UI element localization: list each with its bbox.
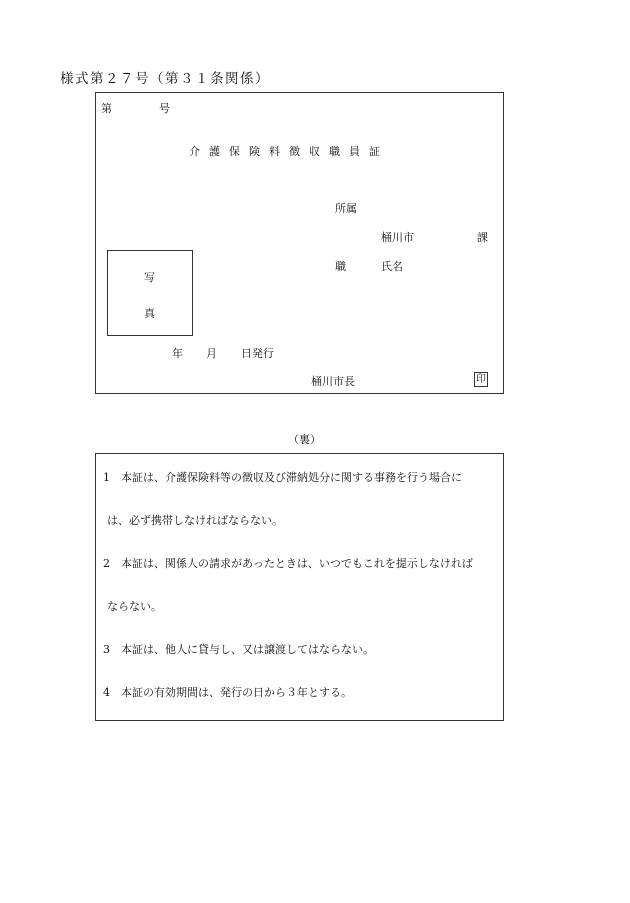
clause-2-line-2: ならない。 (107, 600, 162, 613)
card-number-prefix: 第 (101, 102, 112, 115)
issue-day: 日発行 (241, 347, 274, 360)
name-label: 氏名 (381, 260, 403, 273)
clause-3: 3 本証は、他人に貸与し、又は譲渡してはならない。 (103, 643, 374, 656)
photo-box (107, 250, 193, 336)
affiliation-label: 所属 (335, 202, 357, 215)
issue-year: 年 (172, 347, 183, 360)
photo-label-2: 真 (144, 307, 155, 320)
card-number-suffix: 号 (159, 102, 170, 115)
clause-1-line-2: は、必ず携帯しなければならない。 (107, 514, 283, 527)
card-title: 介護保険料徴収職員証 (189, 145, 389, 158)
clause-1-line-1: 1 本証は、介護保険料等の徴収及び滞納処分に関する事務を行う場合に (103, 471, 462, 484)
photo-label-1: 写 (144, 271, 155, 284)
clause-2-line-1: 2 本証は、関係人の請求があったときは、いつでもこれを提示しなければ (103, 557, 473, 570)
back-side-label: （裏） (288, 433, 321, 446)
issue-month: 月 (206, 347, 217, 360)
issuer: 桶川市長 (311, 375, 355, 388)
position-label: 職 (335, 260, 346, 273)
clause-4: 4 本証の有効期間は、発行の日から３年とする。 (103, 686, 352, 699)
form-title: 様式第２７号（第３１条関係） (60, 71, 270, 87)
city-name: 桶川市 (381, 231, 414, 244)
seal-mark: 印 (476, 374, 486, 385)
id-card-back (95, 453, 504, 721)
id-card-front (95, 92, 504, 394)
section-suffix: 課 (477, 231, 488, 244)
